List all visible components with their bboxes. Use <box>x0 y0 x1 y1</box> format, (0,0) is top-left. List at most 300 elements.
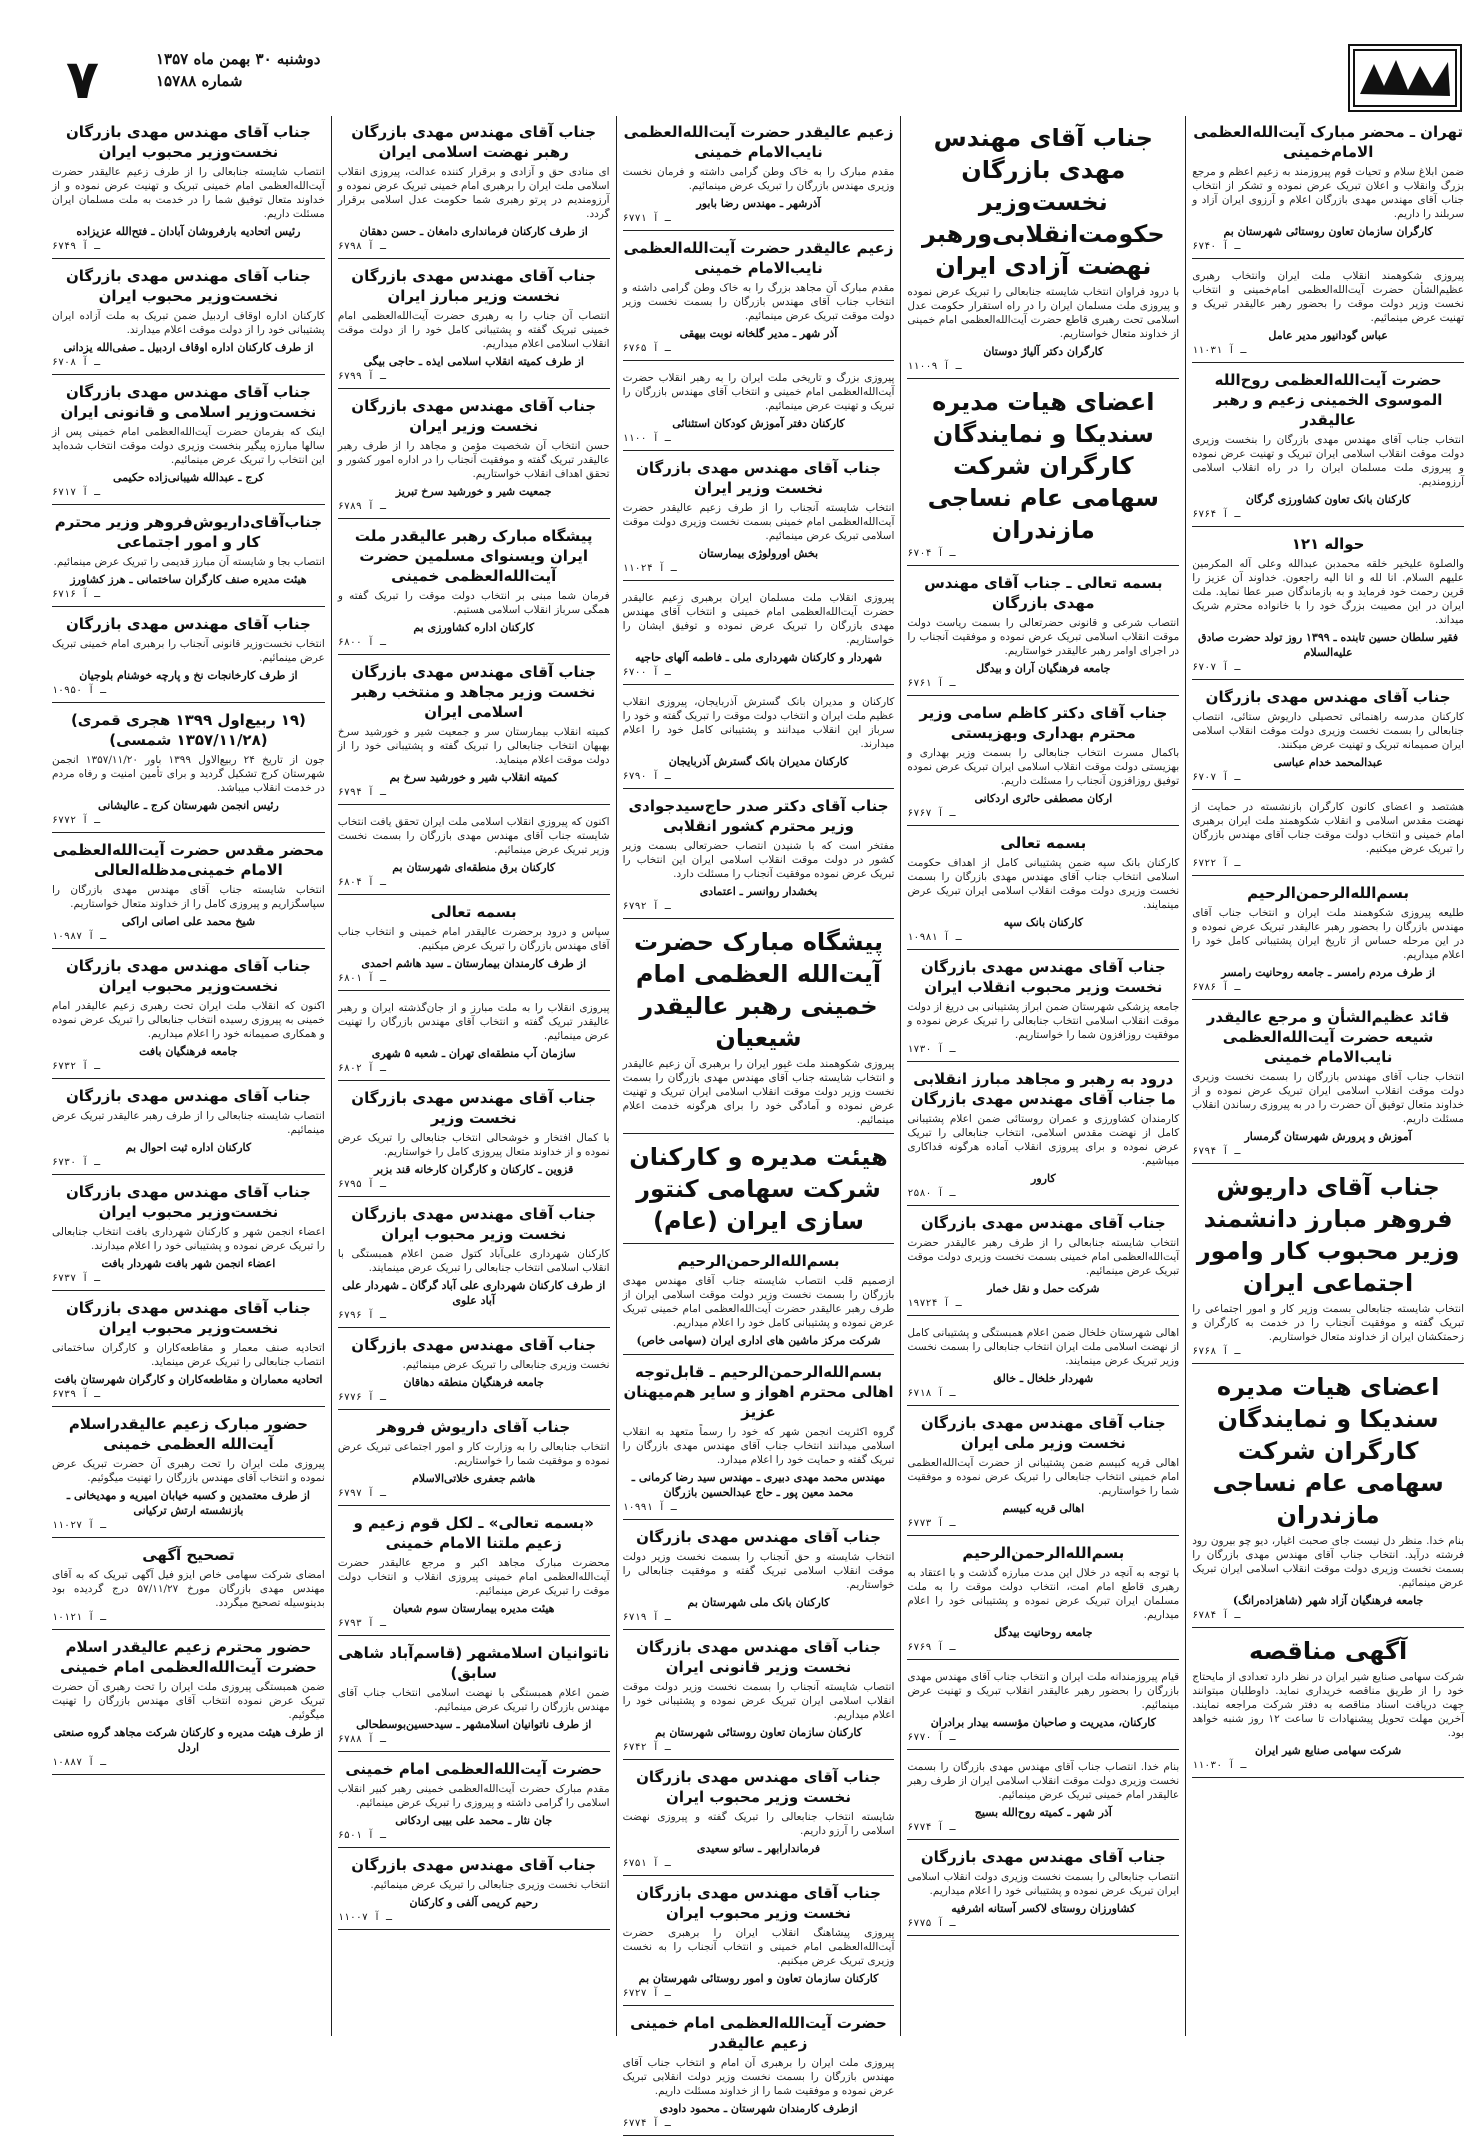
announcement-code: ۶۸۰۴ ـ آ <box>337 877 386 888</box>
announcement-signature: از طرف کارمندان بیمارستان ـ سید هاشم احمدی <box>361 957 587 970</box>
announcement <box>52 1410 325 1538</box>
announcement-code: ۱۱۰۰۹ ـ آ <box>907 361 962 372</box>
announcement <box>338 1084 610 1197</box>
announcement-heading: (۱۹ ربیع‌اول ۱۳۹۹ هجری قمری) (۱۳۵۷/۱۱/۲۸ شمسی) <box>70 711 306 749</box>
announcement-signature: بخش اورولوژی بیمارستان <box>698 547 819 560</box>
announcement-signature: آذر شهر ـ مدیر گلخانه نوبت بیهقی <box>679 327 838 340</box>
announcement <box>907 1663 1179 1750</box>
announcement-heading: جناب آقای مهندس مهدی بازرگان <box>920 1848 1166 1866</box>
announcement-signature: کارکنان مدیران بانک گسترش آذربایجان <box>668 755 849 768</box>
announcement-code: ۶۷۹۰ ـ آ <box>622 771 671 782</box>
announcement-heading: جناب آقای مهندس مهدی بازرگان نخست‌وزیر محبوب ایران <box>65 1299 311 1337</box>
announcement-code: ۶۷۰۸ ـ آ <box>52 357 101 368</box>
announcement-body: کارمندان کشاورزی و عمران روستائی ضمن اعلام پشتیبانی کامل از نهضت مقدس اسلامی، انتخاب جنابعالی را تبریک عرض نموده و برای پیروزی انقلاب آماده هرگونه فداکاری میباشیم. <box>907 1113 1180 1167</box>
announcement <box>623 792 895 919</box>
announcement-body: پیروزی ملت ایران را تحت رهبری آن حضرت تبریک عرض نموده و انتخاب آقای مهندس بازرگان را تهنیت میگوئیم. <box>52 1458 325 1484</box>
announcement-body: پیروزی ملت ایران را برهبری آن امام و انتخاب جناب آقای مهندس بازرگان را بسمت نخست وزیر دولت انقلابی تبریک عرض نموده و موفقیت شما را از خداوند مسئلت داریم. <box>622 2057 895 2097</box>
announcement-code: ۱۱۰۰۷ ـ آ <box>337 1912 392 1923</box>
announcement <box>907 1409 1179 1536</box>
announcement <box>907 1319 1179 1406</box>
announcement-heading: جناب آقای مهندس مهدی بازرگان نخست وزیر محبوب ایران <box>351 1205 597 1243</box>
announcement <box>623 584 895 685</box>
announcement <box>338 1331 610 1410</box>
announcement-signature: جان نثار ـ محمد علی بیبی اردکانی <box>395 1814 553 1827</box>
announcement-signature: کارور <box>1031 1172 1056 1185</box>
announcement-code: ۶۷۹۲ ـ آ <box>622 901 671 912</box>
announcement <box>623 688 895 789</box>
announcement-body: کارکنان شهرداری علی‌آباد کتول ضمن اعلام همبستگی با انقلاب اسلامی انتخاب جنابعالی را تبریک عرض مینمایند. <box>337 1248 610 1274</box>
announcement-heading: بسمه تعالی ـ جناب آقای مهندس مهدی بازرگان <box>924 574 1163 612</box>
announcement-code: ۱۹۷۲۴ ـ آ <box>907 1298 962 1309</box>
announcement-heading: جناب آقای داریوش فروهر مبارز دانشمند وزیر محبوب کار وامور اجتماعی ایران <box>1196 1173 1460 1297</box>
announcement-signature: کارکنان، مدیریت و صاحبان مؤسسه بیدار برادران <box>930 1716 1156 1729</box>
column-2 <box>900 116 1185 2036</box>
announcement-heading: هیئت مدیره و کارکنان شرکت سهامی کنتور سازی ایران (عام) <box>629 1143 888 1235</box>
announcement-signature: کارکنان سازمان تعاون و امور روستائی شهرستان بم <box>638 1972 879 1985</box>
announcement-signature: شیخ محمد علی اصانی اراکی <box>121 915 256 928</box>
announcement-signature: کارکنان اداره ثبت احوال بم <box>125 1141 252 1154</box>
announcement-body: انتصاب شایسته جنابعالی را از طرف رهبر عالیقدر تبریک عرض مینمائیم. <box>52 1110 325 1136</box>
announcement-heading: بسم‌الله‌الرحمن‌الرحیم <box>962 1544 1125 1562</box>
announcement-code: ۶۷۹۷ ـ آ <box>337 1488 386 1499</box>
announcement-heading: جناب آقای مهندس مهدی بازرگان نخست وزیر مجاهد و منتخب رهبر اسلامی ایران <box>351 663 597 721</box>
announcement-code: ۶۷۶۱ ـ آ <box>907 678 956 689</box>
announcement-body: کارکنان مدرسه راهنمائی تحصیلی داریوش ستائی، انتصاب جنابعالی را بسمت نخست وزیری دولت موقت انقلاب اسلامی ایران صمیمانه تبریک و تهنیت عرض میکنند. <box>1192 711 1464 751</box>
announcement-heading: آگهی مناقصه <box>1248 1637 1408 1665</box>
announcement <box>338 1851 610 1930</box>
announcement-body: اهالی قریه کبیسم ضمن پشتیبانی از حضرت آیت‌الله‌العظمی امام خمینی انتخاب جنابعالی را تبریک عرض نموده و موفقیت شما را خواستاریم. <box>907 1457 1180 1497</box>
announcement-signature: آذرشهر ـ مهندس رضا بابور <box>696 197 821 210</box>
announcement-body: انتخاب نخست‌وزیر قانونی آنجناب را برهبری امام خمینی تبریک عرض مینمائیم. <box>52 638 325 664</box>
announcement-signature: رحیم کریمی آلفی و کارکنان <box>409 1896 538 1909</box>
announcement-signature: از طرف هیئت مدیره و کارکنان شرکت مجاهد گروه صنعتی اردل <box>53 1726 324 1754</box>
announcement-signature: ازطرف کارمندان شهرستان ـ محمود داودی <box>659 2102 858 2115</box>
announcement-code: ۶۷۱۶ ـ آ <box>52 589 101 600</box>
announcement <box>52 118 325 259</box>
announcement <box>52 1633 325 1775</box>
announcement-body: پیروزی انقلاب را به ملت مبارز و از جان‌گذشته ایران و رهبر عالیقدر تبریک گفته و انتخاب آقای مهندس بازرگان را تهنیت عرض مینمائیم. <box>337 1002 610 1042</box>
announcement-heading: جناب آقای مهندس مهدی بازرگان <box>65 615 311 633</box>
announcement-code: ۶۷۷۰ ـ آ <box>907 1732 956 1743</box>
announcement <box>1192 1167 1464 1364</box>
announcement-code: ۶۷۴۲ ـ آ <box>622 1742 671 1753</box>
announcement <box>338 392 610 519</box>
announcement <box>623 1523 895 1630</box>
announcement-heading: جناب آقای مهندس مهدی بازرگان نخست وزیر مبارز ایران <box>351 267 597 305</box>
announcement-code: ۶۷۴۹ ـ آ <box>52 241 101 252</box>
announcement-signature: کارکنان بانک ملی شهرستان بم <box>687 1596 830 1609</box>
announcement-body: طلیعه پیروزی شکوهمند ملت ایران و انتخاب جناب آقای مهندس بازرگان را بحضور رهبر عالیقدر تبریک عرض نموده و در این مرحله حساس از تاریخ ایران پشتیبانی کامل خود را اعلام میداریم. <box>1192 907 1464 961</box>
announcement-body: شایسته انتخاب جنابعالی را تبریک گفته و پیروزی نهضت اسلامی را آرزو داریم. <box>622 1811 895 1837</box>
announcement <box>1192 1631 1464 1778</box>
announcement-heading: بسم‌الله‌الرحمن‌الرحیم ـ قابل‌توجه اهالی محترم اهواز و سایر هم‌میهنان عزیز <box>623 1363 894 1421</box>
announcement-heading: زعیم عالیقدر حضرت آیت‌الله‌العظمی نایب‌الامام خمینی <box>623 239 894 277</box>
announcement-code: ۶۷۹۸ ـ آ <box>337 241 386 252</box>
announcement-code: ۶۵۰۱ ـ آ <box>337 1830 386 1841</box>
announcement <box>907 699 1179 826</box>
announcement-body: جامعه پزشکی شهرستان ضمن ابراز پشتیبانی بی دریغ از دولت موقت انقلاب اسلامی انتخاب جنابعالی را تبریک عرض نموده و موفقیت روزافزون شما را خواستاریم. <box>907 1001 1180 1041</box>
announcement-body: اکنون که انقلاب ملت ایران تحت رهبری زعیم عالیقدر امام خمینی به پیروزی رسیده انتخاب جنابعالی را تبریک عرض نموده و همکاری صمیمانه خود را اعلام میداریم. <box>52 1000 325 1040</box>
announcement-heading: حضور محترم زعیم عالیقدر اسلام حضرت آیت‌الله‌العظمی امام خمینی <box>60 1638 317 1676</box>
announcement <box>907 1065 1179 1206</box>
announcement <box>1192 262 1464 363</box>
announcement-code: ۱۰۸۸۷ ـ آ <box>52 1757 107 1768</box>
announcement-signature: کارگران دکتر آلیاژ دوستان <box>983 345 1104 358</box>
announcement-heading: جناب آقای مهندس مهدی بازرگان <box>920 1214 1166 1232</box>
announcement-heading: جناب آقای داریوش فروهر <box>377 1418 571 1436</box>
announcement-heading: قائد عظیم‌الشأن و مرجع عالیقدر شیعه حضرت آیت‌الله‌العظمی نایب‌الامام خمینی <box>1206 1008 1450 1066</box>
newspaper-logo <box>1348 44 1462 112</box>
announcement <box>338 1639 610 1752</box>
announcement <box>52 508 325 607</box>
newspaper-page <box>46 40 1470 2129</box>
announcement-code: ۶۷۹۴ ـ آ <box>337 787 386 798</box>
announcement <box>907 382 1179 566</box>
announcement <box>1192 683 1464 790</box>
announcement <box>623 2009 895 2136</box>
announcement <box>52 952 325 1079</box>
announcement <box>1192 879 1464 1000</box>
announcement-heading: محضر مقدس حضرت آیت‌الله‌العظمی الامام خمینی‌مدظله‌العالی <box>52 841 324 879</box>
announcement-body: انتصاب جنابعالی را بسمت نخست وزیری دولت انقلاب اسلامی ایران تبریک عرض نموده و پشتیبانی خود را اعلام میداریم. <box>907 1871 1180 1897</box>
announcement-body: انتصاب بجا و شایسته آن مبارز قدیمی را تبریک عرض مینمائیم. <box>53 556 325 568</box>
announcement-signature: شرکت حمل و نقل خمار <box>987 1282 1100 1295</box>
announcement <box>907 1843 1179 1936</box>
announcement-code: ۱۱۰۰ ـ آ <box>622 433 671 444</box>
announcement-code: ۱۰۹۵۰ ـ آ <box>52 685 107 696</box>
announcement <box>623 922 895 1134</box>
announcement-code: ۶۷۰۴ ـ آ <box>907 548 956 559</box>
announcement-signature: از طرف کارکنان اداره اوقاف اردبیل ـ صفی‌الله یزدانی <box>63 341 314 354</box>
announcement-heading: جناب آقای مهندس مهدی بازرگان نخست وزیر محبوب انقلاب ایران <box>920 958 1166 996</box>
announcement <box>1192 118 1464 259</box>
announcement-signature: آموزش و پرورش شهرستان گرمسار <box>1244 1130 1412 1143</box>
announcement-code: ۶۷۷۴ ـ آ <box>907 1822 956 1833</box>
announcement-heading: جناب آقای مهندس مهدی بازرگان <box>636 1528 881 1546</box>
announcement-signature: هیئت مدیره صنف کارگران ساختمانی ـ هرز کشاورز <box>70 573 307 586</box>
announcement-code: ۶۷۴۰ ـ آ <box>1192 241 1241 252</box>
announcement-body: انتصاب شایسته جنابعالی را از طرف زعیم عالیقدر حضرت آیت‌الله‌العظمی امام خمینی تبریک و تهنیت عرض نموده و از خداوند متعال توفیق شما را در خدمت به ملت مسلمان ایران مسئلت داریم. <box>52 166 325 220</box>
announcement-body: انتخاب شایسته جنابعالی بسمت وزیر کار و امور اجتماعی را تبریک گفته و موفقیت آنجناب را در خدمت به کارگران و زحمتکشان ایران از خداوند متعال خواستاریم. <box>1192 1303 1464 1343</box>
announcement-body: پیروزی انقلاب ملت مسلمان ایران برهبری زعیم عالیقدر حضرت آیت‌الله‌العظمی امام خمینی و انتخاب آقای مهندس مهدی بازرگان را تبریک عرض نموده و توفیق ایشان را خواستاریم. <box>622 592 895 646</box>
announcement-code: ۱۱۰۲۷ ـ آ <box>52 1520 107 1531</box>
announcement-code: ۶۷۳۹ ـ آ <box>52 1389 101 1400</box>
announcement-body: انتخاب شایسته جنابعالی را از طرف رهبر عالیقدر حضرت آیت‌الله‌العظمی امام خمینی بسمت نخست وزیری دولت موقت تبریک عرض مینمائیم. <box>907 1237 1180 1277</box>
announcement-body: ای منادی حق و آزادی و برقرار کننده عدالت، پیروزی انقلاب اسلامی ملت ایران را برهبری امام خمینی تبریک عرض نموده و آرزومندیم در پرتو رهبری شما حکومت عدل اسلامی برقرار گردد. <box>337 166 610 220</box>
announcement-code: ۶۷۳۰ ـ آ <box>52 1157 101 1168</box>
announcement-signature: کارکنان دفتر آموزش کودکان استثنائی <box>672 417 845 430</box>
announcement <box>338 1755 610 1848</box>
announcement-heading: بسمه تعالی <box>430 903 517 921</box>
announcement <box>52 1082 325 1175</box>
announcement-heading: جناب آقای مهندس مهدی بازرگان <box>351 1336 597 1354</box>
date-line: دوشنبه ۳۰ بهمن ماه ۱۳۵۷ شماره ۱۵۷۸۸ <box>156 50 321 90</box>
announcement-body: اهالی شهرستان خلخال ضمن اعلام همبستگی و پشتیبانی کامل از نهضت اسلامی ملت ایران انتخاب جنابعالی را بسمت نخست وزیر تبریک عرض مینمایند. <box>907 1327 1180 1367</box>
column-5 <box>46 116 331 2036</box>
announcement-code: ۲۵۸۰ ـ آ <box>907 1188 956 1199</box>
announcement-code: ۱۰۱۲۱ ـ آ <box>52 1612 107 1623</box>
announcement-signature: کمیته انقلاب شیر و خورشید سرخ بم <box>389 771 558 784</box>
announcement <box>338 808 610 895</box>
announcement <box>623 1763 895 1876</box>
announcement-signature: قزوین ـ کارکنان و کارگران کارخانه قند بزبر <box>374 1163 574 1176</box>
announcement-heading: جناب آقای مهندس مهدی بازرگان <box>65 1087 311 1105</box>
announcement-code: ۶۷۰۰ ـ آ <box>622 667 671 678</box>
announcement <box>907 118 1179 379</box>
announcement-code: ۶۷۶۴ ـ آ <box>1192 509 1241 520</box>
announcement <box>623 1358 895 1520</box>
announcement-body: کارکنان و مدیران بانک گسترش آذربایجان، پیروزی انقلاب عظیم ملت ایران و انتخاب دولت موقت را تبریک گفته و خود را سرباز این انقلاب میدانند و پشتیبانی کامل خود را اعلام میدارند. <box>622 696 895 750</box>
announcement-signature: از طرف کارکنان شهرداری علی آباد گرگان ـ شهردار علی آباد علوی <box>342 1279 606 1307</box>
announcement-body: با توجه به آنچه در خلال این مدت مبارزه گذشت و با اعتقاد به رهبری قاطع امام امت، انتخاب دولت موقت را به ملت مسلمان ایران تبریک عرض نموده و پشتیبانی خود را اعلام میداریم. <box>907 1567 1180 1621</box>
announcement <box>623 118 895 231</box>
announcement-heading: جناب آقای مهندس مهدی بازرگان نخست وزیر <box>351 1089 597 1127</box>
announcement <box>1192 1367 1464 1628</box>
announcement <box>338 1413 610 1506</box>
announcement-body: شرکت سهامی صنایع شیر ایران در نظر دارد تعدادی از مایحتاج خود را از طریق مناقصه خریداری نماید. داوطلبان میتوانند جهت دریافت اسناد مناقصه به دفتر شرکت مراجعه نمایند. آخرین مهلت تحویل پیشنهادات تا ساعت ۱۲ روز شنبه خواهد بود. <box>1192 1671 1464 1739</box>
announcement-heading: جناب آقای مهندس مهدی بازرگان <box>1205 688 1451 706</box>
announcement-body: باکمال مسرت انتخاب جنابعالی را بسمت وزیر بهداری و بهزیستی دولت موقت انقلاب اسلامی ایران تبریک عرض نموده توفیق روزافزون آنجناب را مسئلت داریم. <box>907 747 1180 787</box>
announcement-heading: بسم‌الله‌الرحمن‌الرحیم <box>1247 884 1410 902</box>
announcement <box>1192 530 1464 680</box>
announcement-signature: شهردار خلخال ـ خالق <box>993 1372 1094 1385</box>
announcement-heading: زعیم عالیقدر حضرت آیت‌الله‌العظمی نایب‌الامام خمینی <box>623 123 894 161</box>
announcement-signature: کارکنان بانک سپه <box>1003 916 1083 929</box>
announcement-body: نخست وزیری جنابعالی را تبریک عرض مینمائیم. <box>402 1359 610 1371</box>
announcement-heading: جناب آقای مهندس مهدی بازرگان نخست وزیر قانونی ایران <box>636 1638 881 1676</box>
announcement-signature: جامعه فرهنگیان آزاد شهر (شاهزاده‌رانگ) <box>1232 1594 1424 1607</box>
announcement <box>52 706 325 833</box>
announcement-body: هشتصد و اعضای کانون کارگران بازنشسته در حمایت از نهضت مقدس اسلامی و انقلاب شکوهمند ملت ایران برهبری امام خمینی و انتخاب دولت موقت جناب آقای مهندس بازرگان را تبریک عرض میکنیم. <box>1192 801 1464 855</box>
announcement-heading: جناب آقای مهندس مهدی بازرگان نخست وزیر ایران <box>351 397 597 435</box>
announcement <box>907 1539 1179 1660</box>
announcement-signature: فقیر سلطان حسین تابنده ـ ۱۳۹۹ روز تولد حضرت صادق علیه‌السلام <box>1198 631 1459 659</box>
announcement-heading: درود به رهبر و مجاهد مبارز انقلابی ما جناب آقای مهندس مهدی بازرگان <box>910 1070 1176 1108</box>
announcement-body: پیروزی شکوهمند ملت غیور ایران را برهبری آن زعیم عالیقدر و انتخاب شایسته جناب آقای مهندس مهدی بازرگان را بسمت نخست وزیر دولت موقت انقلاب اسلامی ایران تبریک و تهنیت عرض نموده و آمادگی خود را برای هرگونه خدمت اعلام مینمائیم. <box>622 1058 895 1126</box>
announcement-signature: سازمان آب منطقه‌ای تهران ـ شعبه ۵ شهری <box>371 1047 576 1060</box>
announcement-heading: حضرت آیت‌الله‌العظمی امام خمینی <box>345 1760 603 1778</box>
announcement-body: ضمن ابلاغ سلام و تحیات قوم پیروزمند به زعیم اعظم و مرجع بزرگ وانقلاب و اعلان تبریک عرض نموده و تشکر از انتخاب جناب آقای مهندس مهدی بازرگان اعلام و آرزوی ایران آزاد و سربلند را داریم. <box>1192 166 1464 220</box>
announcement-body: ضمن اعلام همبستگی با نهضت اسلامی انتخاب جناب آقای مهندس بازرگان را تبریک عرض مینمائیم. <box>337 1687 610 1713</box>
announcement-signature: ارکان مصطفی حائری اردکانی <box>974 792 1113 805</box>
announcement <box>338 1509 610 1636</box>
announcement-signature: شرکت سهامی صنایع شیر ایران <box>1255 1744 1402 1757</box>
announcement-heading: جناب آقای مهندس مهدی بازرگان نخست وزیر ایران <box>636 459 881 497</box>
announcement <box>338 262 610 389</box>
announcement <box>623 234 895 361</box>
announcement-signature: شهردار و کارکنان شهرداری ملی ـ فاطمه آلهای حاجیه <box>635 651 882 664</box>
page-number: ۷ <box>66 48 99 111</box>
announcement-body: پیروزی بزرگ و تاریخی ملت ایران را به رهبر انقلاب حضرت آیت‌الله‌العظمی امام خمینی و انتخاب آقای مهندس بازرگان را تبریک و تهنیت عرض مینمائیم. <box>622 372 895 412</box>
announcement-signature: هیئت مدیره بیمارستان سوم شعبان <box>392 1602 555 1615</box>
announcement-signature: هاشم جعفری خلاتی‌الاسلام <box>412 1472 536 1485</box>
announcement-body: جون از تاریخ ۲۴ ربیع‌الاول ۱۳۹۹ باور ۱۳۵۷/۱۱/۲۰ انجمن شهرستان کرج تشکیل گردید و برای تأمین امنیت و رفاه مردم در خدمت انقلاب میباشد. <box>52 754 325 794</box>
announcement-code: ۶۷۹۹ ـ آ <box>337 371 386 382</box>
announcement-code: ۱۷۳۰ ـ آ <box>907 1044 956 1055</box>
announcement-signature: کارکنان سازمان تعاون روستائی شهرستان بم <box>655 1726 862 1739</box>
announcement-code: ۶۷۳۷ ـ آ <box>52 1273 101 1284</box>
announcement-code: ۱۱۰۳۱ ـ آ <box>1192 345 1247 356</box>
announcement-body: انتخاب شایسته و حق آنجناب را بسمت نخست وزیر دولت موقت انقلاب اسلامی تبریک گفته و موفقیت جنابعالی را خواستاریم. <box>622 1551 895 1591</box>
announcement-signature: اتحادیه معماران و مقاطعه‌کاران و کارگران شهرستان بافت <box>54 1373 323 1386</box>
announcement-body: اکنون که پیروزی انقلاب اسلامی ملت ایران تحقق یافت انتخاب شایسته جناب آقای مهندس مهدی بازرگان را بسمت نخست وزیر تبریک عرض مینمائیم. <box>337 816 610 856</box>
announcement-body: اتحادیه صنف معمار و مقاطعه‌کاران و کارگران ساختمانی انتصاب جنابعالی را تبریک عرض مینماید. <box>52 1342 325 1368</box>
announcement-body: سپاس و درود برحضرت عالیقدر امام خمینی و انتخاب جناب آقای مهندس بازرگان را تبریک عرض میکنیم. <box>337 926 610 952</box>
announcement <box>907 569 1179 696</box>
announcement <box>52 262 325 375</box>
announcement <box>338 1200 610 1328</box>
announcement <box>52 1294 325 1407</box>
announcement-code: ۶۷۱۷ ـ آ <box>52 487 101 498</box>
announcement-body: پیروزی شکوهمند انقلاب ملت ایران وانتخاب رهبری عظیم‌الشأن حضرت آیت‌الله‌العظمی امام‌خمینی و انتخاب نخست وزیر دولت موقت را بحضور رهبر عالیقدر تبریک و تهنیت عرض مینمائیم. <box>1192 270 1464 324</box>
announcement-code: ۶۷۹۴ ـ آ <box>1192 1146 1241 1157</box>
announcement-code: ۶۷۷۴ ـ آ <box>622 2118 671 2129</box>
announcement-signature: کارکنان برق منطقه‌ای شهرستان بم <box>392 861 556 874</box>
announcement-heading: حضرت آیت‌الله‌العظمی روح‌الله الموسوی الخمینی زعیم و رهبر عالیقدر <box>1213 371 1443 429</box>
announcement-signature: جامعه روحانیت بیدگل <box>994 1626 1093 1639</box>
announcement-heading: جناب آقای مهندس مهدی بازرگان نخست‌وزیر حکومت‌انقلابی‌ورهبر نهضت آزادی ایران <box>921 124 1165 280</box>
announcement-heading: حضرت آیت‌الله‌العظمی امام خمینی زعیم عالیقدر <box>630 2014 887 2052</box>
announcement-signature: آذر شهر ـ کمیته روح‌الله بسیج <box>974 1806 1112 1819</box>
announcement-signature: جمعیت شیر و خورشید سرخ تبریز <box>395 485 552 498</box>
announcement-code: ۶۷۷۵ ـ آ <box>907 1918 956 1929</box>
announcement-body: بنام خدا. انتصاب جناب آقای مهندس مهدی بازرگان را بسمت نخست وزیری دولت موقت انقلاب اسلامی ایران از طرف رهبر عالیقدر امام خمینی تبریک عرض مینمائیم. <box>907 1761 1180 1801</box>
announcement-code: ۶۸۰۲ ـ آ <box>337 1063 386 1074</box>
announcement-body: انتخاب نخست وزیری جنابعالی را تبریک عرض مینمائیم. <box>370 1879 610 1891</box>
announcement <box>623 454 895 581</box>
announcement-code: ۱۰۹۸۷ ـ آ <box>52 931 107 942</box>
announcement-body: مقدم مبارک را به خاک وطن گرامی داشته و فرمان نخست وزیری مهندس بازرگان را تبریک عرض مینمائیم. <box>622 166 895 192</box>
announcement-code: ۶۷۶۹ ـ آ <box>907 1642 956 1653</box>
announcement-signature: از طرف مردم رامسر ـ جامعه روحانیت رامسر <box>1221 966 1435 979</box>
announcement-signature: اهالی قریه کبیسم <box>1002 1502 1085 1515</box>
announcement-signature: رئیس انجمن شهرستان کرج ـ عالیشانی <box>98 799 279 812</box>
announcement-body: مفتخر است که با شنیدن انتصاب حضرتعالی بسمت وزیر کشور در دولت موقت انقلاب اسلامی ایران این انتخاب را تبریک عرض نموده موفقیت آنجناب را مسئلت دارد. <box>622 840 895 880</box>
announcement-signature: از طرف ناتوانیان اسلامشهر ـ سیدحسین‌بوسطحالی <box>356 1718 592 1731</box>
announcement-heading: جناب آقای مهندس مهدی بازرگان نخست‌وزیر اسلامی و قانونی ایران <box>60 383 317 421</box>
announcement-signature: کارکنان بانک تعاون کشاورزی گرگان <box>1245 493 1411 506</box>
announcement-code: ۶۷۱۸ ـ آ <box>907 1388 956 1399</box>
column-3 <box>616 116 901 2129</box>
announcement-heading: «بسمه تعالی» ـ لکل قوم زعیم و زعیم ملتنا الامام خمینی <box>353 1514 594 1552</box>
announcement-body: با کمال افتخار و خوشحالی انتخاب جنابعالی را تبریک عرض نموده و از خداوند متعال پیروزی کامل را خواستاریم. <box>337 1132 610 1158</box>
announcement-signature: کرج ـ عبدالله شیبانی‌زاده حکیمی <box>113 471 264 484</box>
announcement <box>52 1178 325 1291</box>
announcement <box>52 1541 325 1630</box>
announcement-body: انتخاب شایسته جناب آقای مهندس مهدی بازرگان را سپاسگزاریم و پیروزی کامل را از خداوند متعال خواستاریم. <box>52 884 325 910</box>
announcement <box>907 1753 1179 1840</box>
announcement-code: ۶۷۶۸ ـ آ <box>1192 1346 1241 1357</box>
announcement-code: ۶۷۸۸ ـ آ <box>337 1734 386 1745</box>
announcement-heading: جناب آقای مهندس مهدی بازرگان نخست وزیر محبوب ایران <box>636 1884 881 1922</box>
announcement-heading: حواله ۱۲۱ <box>1291 535 1365 553</box>
announcement-code: ۶۸۰۱ ـ آ <box>337 973 386 984</box>
announcement-code: ۱۱۰۳۰ ـ آ <box>1192 1760 1247 1771</box>
announcement-code: ۶۸۰۰ ـ آ <box>337 637 386 648</box>
announcement-heading: جناب آقای مهندس مهدی بازرگان نخست وزیر محبوب ایران <box>636 1768 881 1806</box>
announcement-body: بنام خدا. منظر دل نیست جای صحبت اغیار، دیو چو بیرون رود فرشته درآید. انتخاب جناب آقای مهندس مهدی بازرگان را بسمت نخست وزیری دولت موقت انقلاب اسلامی ایران تبریک عرض مینمائیم. <box>1192 1535 1464 1589</box>
announcement-code: ۶۷۶۷ ـ آ <box>907 808 956 819</box>
announcement <box>623 364 895 451</box>
announcement-code: ۶۷۹۵ ـ آ <box>337 1179 386 1190</box>
announcement <box>1192 366 1464 527</box>
announcement <box>907 1209 1179 1316</box>
announcement-code: ۶۷۷۱ ـ آ <box>622 213 671 224</box>
announcement-signature: عبدالمحمد خدام عباسی <box>1273 756 1383 769</box>
announcement-signature: جامعه فرهنگیان آران و بیدگل <box>976 662 1111 675</box>
announcement-heading: جناب آقای مهندس مهدی بازرگان نخست‌وزیر محبوب ایران <box>65 1183 311 1221</box>
announcement-heading: جناب آقای دکتر کاظم سامی وزیر محترم بهداری وبهزیستی <box>919 704 1168 742</box>
announcement-body: حسن انتخاب آن شخصیت مؤمن و مجاهد را از طرف رهبر عالیقدر تبریک گفته و موفقیت آنجناب را در اداره امور کشور و تحقق اهداف انقلاب خواستاریم. <box>337 440 610 480</box>
announcement-heading: پیشگاه مبارک رهبر عالیقدر ملت ایران ویسنوای مسلمین حضرت آیت‌الله‌العظمی خمینی <box>354 527 593 585</box>
announcement-signature: بخشدار روانسر ـ اعتمادی <box>699 885 818 898</box>
column-1 <box>1185 116 1470 2036</box>
announcement-body: والصلوة علیخیر خلقه محمدبن عبدالله وعلی آله المکرمین علیهم السلام. انا لله و انا الیه راجعون. خداوند آن عزیز را قرین رحمت خود فرماید و به بازماندگان صبر عطا نماید. ملت ایران در این مصیبت بزرگ خود را با خانواده محترم شریک میداند. <box>1192 558 1464 626</box>
announcement-body: کمیته انقلاب بیمارستان سر و جمعیت شیر و خورشید سرخ بهبهان انتخاب جنابعالی را تبریک گفته و پشتیبانی خود را از دولت موقت اعلام مینماید. <box>337 726 610 766</box>
announcement-body: محضرت مبارک مجاهد اکبر و مرجع عالیقدر حضرت آیت‌الله‌العظمی امام خمینی پیروزی انقلاب و انتخاب دولت موقت را تبریک عرض مینمائیم. <box>337 1557 610 1597</box>
column-4 <box>331 116 616 2036</box>
announcement-body: ضمن همبستگی پیروزی ملت ایران را تحت رهبری آن حضرت تبریک عرض نموده انتخاب آقای مهندس بازرگان را تهنیت میگوئیم. <box>52 1681 325 1721</box>
announcement-body: مقدم مبارک آن مجاهد بزرگ را به خاک وطن گرامی داشته و انتخاب جناب آقای مهندس بازرگان را بسمت نخست وزیر دولت موقت تبریک عرض مینمائیم. <box>622 282 895 322</box>
announcement-body: مقدم مبارک حضرت آیت‌الله‌العظمی خمینی رهبر کبیر انقلاب اسلامی را گرامی داشته و پیروزی را تبریک عرض مینمائیم. <box>337 1783 610 1809</box>
announcement-heading: جناب‌آقای‌داریوش‌فروهر وزیر محترم کار و امور اجتماعی <box>54 513 323 551</box>
announcement-code: ۶۷۳۲ ـ آ <box>52 1061 101 1072</box>
announcement-code: ۶۷۵۱ ـ آ <box>622 1858 671 1869</box>
announcement-heading: جناب آقای مهندس مهدی بازرگان نخست‌وزیر محبوب ایران <box>65 267 311 305</box>
announcement-signature: جامعه فرهنگیان بافت <box>139 1045 238 1058</box>
announcement-heading: تصحیح آگهی <box>142 1546 235 1564</box>
announcement-heading: ناتوانیان اسلامشهر (قاسم‌آباد شاهی سابق) <box>338 1644 610 1682</box>
announcement <box>623 1137 895 1244</box>
announcement-body: پیروزی پیشاهنگ انقلاب ایران را برهبری حضرت آیت‌الله‌العظمی امام خمینی و انتخاب آنجناب را به نخست وزیری تبریک عرض میکنیم. <box>622 1927 895 1967</box>
announcement <box>52 610 325 703</box>
announcement <box>1192 1003 1464 1164</box>
announcement <box>52 836 325 949</box>
announcement-heading: بسم‌الله‌الرحمن‌الرحیم <box>677 1252 840 1270</box>
announcement-code: ۶۷۰۷ ـ آ <box>1192 662 1241 673</box>
announcement-code: ۶۷۲۲ ـ آ <box>1192 858 1241 869</box>
announcement-signature: مهندس محمد مهدی دبیری ـ مهندس سید رضا کرمانی ـ محمد معین پور ـ حاج عبدالحسین بازرگان <box>631 1471 886 1499</box>
columns <box>46 116 1470 2129</box>
announcement-heading: اعضای هیات مدیره سندیکا و نمایندگان کارگران شرکت سهامی عام نساجی مازندران <box>1212 1373 1444 1529</box>
announcement-heading: جناب آقای مهندس مهدی بازرگان نخست‌وزیر محبوب ایران <box>65 123 311 161</box>
announcement-code: ۶۷۷۲ ـ آ <box>52 815 101 826</box>
announcement-heading: پیشگاه مبارک حضرت آیت‌الله العظمی امام خمینی رهبر عالیقدر شیعیان <box>633 928 884 1052</box>
announcement-heading: جناب آقای مهندس مهدی بازرگان <box>351 1856 597 1874</box>
announcement-body: انتصاب شایسته آنجناب را بسمت نخست وزیر دولت موقت انقلاب اسلامی ایران تبریک عرض نموده و پشتیبانی خود را اعلام میداریم. <box>622 1681 895 1721</box>
announcement-signature: فرماندارابهر ـ ساتو سعیدی <box>696 1842 821 1855</box>
announcement-body: با درود فراوان انتخاب شایسته جنابعالی را تبریک عرض نموده و پیروزی ملت مسلمان ایران را در راه استقرار حکومت عدل اسلامی تحت رهبری قاطع حضرت آیت‌الله‌العظمی امام خمینی از خداوند متعال خواستاریم. <box>907 286 1180 340</box>
announcement-heading: جناب آقای دکتر صدر حاج‌سیدجوادی وزیر محترم کشور انقلابی <box>628 797 889 835</box>
announcement-body: گروه اکثریت انجمن شهر که خود را رسماً متعهد به انقلاب اسلامی میدانند انتخاب جناب آقای مهندس مهدی بازرگان را تبریک گفته و حمایت خود را اعلام میدارد. <box>622 1426 895 1466</box>
announcement-code: ۶۷۷۳ ـ آ <box>907 1518 956 1529</box>
announcement-code: ۶۷۹۶ ـ آ <box>337 1310 386 1321</box>
announcement-code: ۱۰۹۹۱ ـ آ <box>622 1502 677 1513</box>
announcement-heading: جناب آقای مهندس مهدی بازرگان رهبر نهضت اسلامی ایران <box>351 123 597 161</box>
announcement <box>52 378 325 505</box>
announcement-code: ۶۷۶۵ ـ آ <box>622 343 671 354</box>
announcement-body: فرمان شما مبنی بر انتخاب دولت موقت را تبریک گفته و همگی سرباز انقلاب اسلامی هستیم. <box>337 590 610 616</box>
announcement-body: اینک که بفرمان حضرت آیت‌الله‌العظمی امام خمینی پس از سالها مبارزه پیگیر بنخست وزیری دولت موقت انتخاب شده‌اید این انتخاب را تبریک عرض مینمائیم. <box>52 426 325 466</box>
announcement-signature: کشاورزان روستای لاکسر آستانه اشرفیه <box>951 1902 1136 1915</box>
announcement <box>338 522 610 655</box>
announcement-heading: جناب آقای مهندس مهدی بازرگان نخست وزیر ملی ایران <box>920 1414 1166 1452</box>
announcement-body: انتصاب شرعی و قانونی حضرتعالی را بسمت ریاست دولت موقت انقلاب اسلامی تبریک عرض نموده و موفقیت آنجناب را در اجرای اوامر رهبر عالیقدر خواستاریم. <box>907 617 1180 657</box>
announcement <box>338 118 610 259</box>
announcement <box>338 658 610 805</box>
announcement-body: انتخاب جناب آقای مهندس مهدی بازرگان را بنخست وزیری دولت موقت انقلاب اسلامی ایران تبریک و تهنیت عرض نموده و پیروزی ملت مسلمان ایران را در راه انقلاب اسلامی آرزومندیم. <box>1192 434 1464 488</box>
announcement-body: انتخاب جناب آقای مهندس بازرگان را بسمت نخست وزیری دولت موقت انقلاب اسلامی ایران تبریک عرض نموده و از خداوند متعال توفیق آن حضرت را در به پیروزی رساندن انقلاب مسئلت داریم. <box>1192 1071 1464 1125</box>
